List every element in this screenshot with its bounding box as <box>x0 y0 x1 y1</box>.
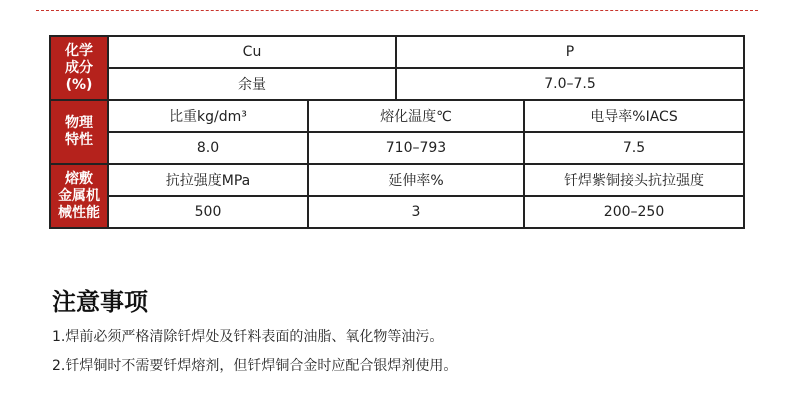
physical-col-melting: 熔化温度℃ <box>308 100 524 132</box>
mechanical-col-tensile: 抗拉强度MPa <box>108 164 308 196</box>
mechanical-label <box>50 164 108 228</box>
physical-header-row <box>50 100 744 132</box>
physical-col-density: 比重kg/dm³ <box>108 100 308 132</box>
note-item: 1.焊前必须严格清除钎焊处及钎料表面的油脂、氧化物等油污。 <box>52 329 444 345</box>
physical-label <box>50 100 108 164</box>
physical-value-melting: 710–793 <box>308 132 524 164</box>
note-item: 2.钎焊铜时不需要钎焊熔剂，但钎焊铜合金时应配合银焊剂使用。 <box>52 358 458 374</box>
composition-label-line: (%) <box>65 76 93 93</box>
composition-value-p: 7.0–7.5 <box>396 68 744 100</box>
mechanical-header-row <box>50 164 744 196</box>
composition-label-line: 成分 <box>65 59 93 76</box>
mechanical-col-elongation: 延伸率% <box>308 164 524 196</box>
mechanical-value-elongation: 3 <box>308 196 524 228</box>
physical-col-conductivity: 电导率%IACS <box>524 100 744 132</box>
composition-col-cu: Cu <box>108 36 396 68</box>
composition-col-p: P <box>396 36 744 68</box>
composition-value-row <box>50 68 744 100</box>
top-dashed-divider <box>36 10 758 11</box>
mechanical-value-row <box>50 196 744 228</box>
composition-value-cu: 余量 <box>108 68 396 100</box>
notes-title: 注意事项 <box>52 288 148 316</box>
physical-label-line: 物理 <box>65 115 93 131</box>
composition-label <box>50 36 108 100</box>
composition-label-line: 化学 <box>65 42 93 59</box>
physical-value-density: 8.0 <box>108 132 308 164</box>
spec-table <box>49 35 745 229</box>
mechanical-value-tensile: 500 <box>108 196 308 228</box>
composition-header-row <box>50 36 744 68</box>
mechanical-label-line: 械性能 <box>58 204 100 221</box>
mechanical-col-joint-strength: 钎焊紫铜接头抗拉强度 <box>524 164 744 196</box>
mechanical-label-line: 金属机 <box>58 187 100 204</box>
mechanical-value-joint-strength: 200–250 <box>524 196 744 228</box>
mechanical-label-line: 熔敷 <box>65 170 93 187</box>
physical-value-conductivity: 7.5 <box>524 132 744 164</box>
physical-value-row <box>50 132 744 164</box>
physical-label-line: 特性 <box>65 132 93 148</box>
